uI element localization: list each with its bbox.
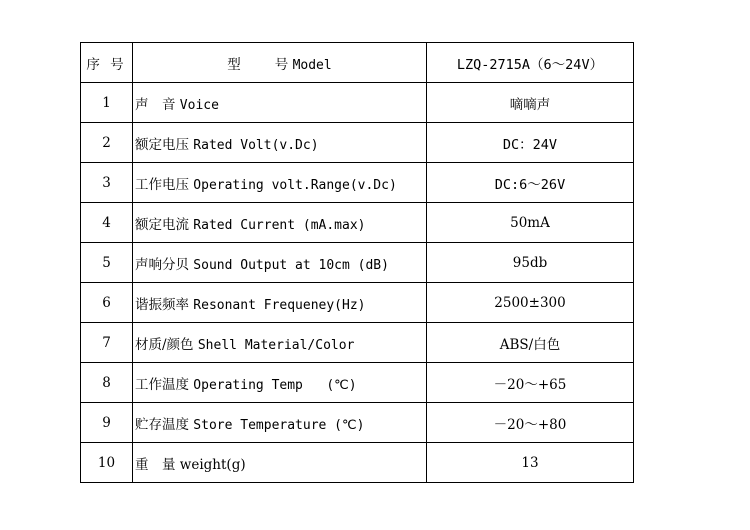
table-row [81,323,634,363]
row-item-cn: 谐振频率 [135,296,189,313]
row-item [133,83,427,123]
row-value: －20～+65 [427,363,634,403]
row-item-en: Sound Output at 10cm (dB) [193,257,389,273]
row-item-cn: 贮存温度 [135,416,189,433]
row-item-cn: 声响分贝 [135,256,189,273]
row-value: DC：24V [427,123,634,163]
header-item-cn-1: 型 [227,56,241,73]
row-value: 50mA [427,203,634,243]
row-item [133,203,427,243]
table-header-row [81,43,634,83]
row-item-en: Resonant Frequeney(Hz) [193,297,366,313]
header-no: 序 号 [81,43,133,83]
header-item [133,43,427,83]
row-value: －20～+80 [427,403,634,443]
table-row [81,123,634,163]
table-row [81,163,634,203]
row-item-cn: 声 音 [135,96,176,113]
row-no: 1 [81,83,133,123]
table-row [81,363,634,403]
header-item-en: Model [292,57,332,73]
table-row [81,83,634,123]
table-row [81,203,634,243]
row-no: 6 [81,283,133,323]
row-value: 2500±300 [427,283,634,323]
row-value: 嘀嘀声 [427,83,634,123]
row-value: 13 [427,443,634,483]
row-no: 9 [81,403,133,443]
row-value: ABS/白色 [427,323,634,363]
row-value: DC:6～26V [427,163,634,203]
row-no: 3 [81,163,133,203]
row-item-cn: 工作电压 [135,176,189,193]
row-item-en: Store Temperature (℃) [193,417,365,433]
table-row [81,443,634,483]
row-item-en: weight(g) [179,456,246,473]
spec-table [80,42,634,483]
row-item [133,283,427,323]
row-item [133,163,427,203]
row-item [133,403,427,443]
row-item-cn: 额定电流 [135,216,189,233]
row-no: 8 [81,363,133,403]
table-row [81,283,634,323]
row-item-en: Rated Current (mA.max) [193,217,366,233]
row-item [133,123,427,163]
row-item [133,443,427,483]
row-item [133,243,427,283]
table-row [81,243,634,283]
row-item-en: Operating volt.Range(v.Dc) [193,177,397,193]
row-item-en: Shell Material/Color [197,337,355,353]
row-item-cn: 材质/颜色 [135,336,194,353]
row-item-en: Voice [179,97,219,113]
table-row [81,403,634,443]
row-item-en: Rated Volt(v.Dc) [193,137,319,153]
row-item-cn: 重 量 [135,456,176,473]
row-item [133,323,427,363]
row-no: 10 [81,443,133,483]
row-no: 5 [81,243,133,283]
row-value: 95db [427,243,634,283]
row-no: 4 [81,203,133,243]
row-item-cn: 额定电压 [135,136,189,153]
row-item-en: Operating Temp (℃) [193,377,357,393]
row-item [133,363,427,403]
row-no: 2 [81,123,133,163]
row-no: 7 [81,323,133,363]
row-item-cn: 工作温度 [135,376,189,393]
header-item-cn-2: 号 [274,56,289,73]
header-value: LZQ-2715A（6～24V） [427,43,634,83]
